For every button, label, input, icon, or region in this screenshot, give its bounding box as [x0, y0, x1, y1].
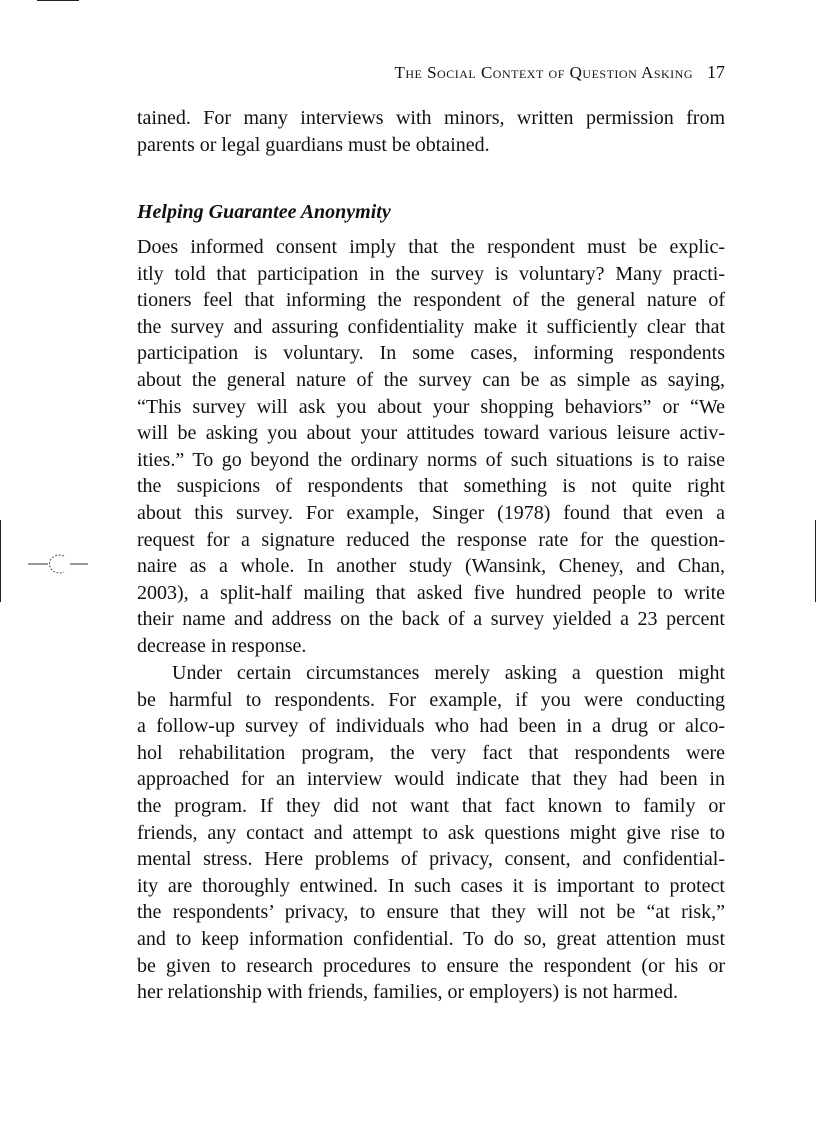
text-line: Does informed consent imply that the respondent must be explic-: [137, 236, 725, 258]
text-line: their name and address on the back of a survey yielded a 23 percent: [137, 608, 725, 631]
text-line: be harmful to respondents. For example, if you were conducting: [137, 688, 725, 711]
body-paragraph-2: [137, 660, 725, 1006]
text-line: tioners feel that informing the respondent of the general nature of: [137, 289, 725, 312]
crop-mark-left: [0, 520, 1, 602]
text-line: the program. If they did not want that fact known to family or: [137, 794, 725, 817]
text-line: itly told that participation in the survey is voluntary? Many practi-: [137, 262, 725, 285]
text-line: will be asking you about your attitudes toward various leisure activ-: [137, 422, 725, 445]
page-number: 17: [707, 62, 725, 82]
text-line: her relationship with friends, families, or employers) is not harmed.: [137, 981, 678, 1004]
running-head: [137, 60, 725, 85]
text-line: about this survey. For example, Singer (1978) found that even a: [137, 501, 725, 524]
text-line: the respondents’ privacy, to ensure that they will not be “at risk,”: [137, 901, 725, 924]
text-line: 2003), a split-half mailing that asked five hundred people to write: [137, 581, 725, 604]
text-line: ity are thoroughly entwined. In such cases it is important to protect: [137, 874, 725, 897]
crop-mark-top: [37, 0, 79, 1]
text-line: and to keep information confidential. To do so, great attention must: [137, 927, 725, 950]
text-line: “This survey will ask you about your shopping behaviors” or “We: [137, 395, 725, 418]
running-head-title: The Social Context of Question Asking: [394, 63, 693, 82]
text-line: tained. For many interviews with minors, written permission from: [137, 107, 725, 129]
text-line: hol rehabilitation program, the very fact that respondents were: [137, 741, 725, 764]
text-line: request for a signature reduced the response rate for the question-: [137, 528, 725, 551]
intro-paragraph: [137, 105, 725, 158]
registration-mark-icon: [26, 551, 90, 577]
text-line: parents or legal guardians must be obtained.: [137, 133, 490, 156]
text-line: be given to research procedures to ensure the respondent (or his or: [137, 954, 725, 977]
text-line: the suspicions of respondents that something is not quite right: [137, 475, 725, 498]
body-paragraph-1: [137, 234, 725, 660]
text-line: Under certain circumstances merely asking a question might: [172, 662, 725, 684]
text-line: participation is voluntary. In some cases, informing respondents: [137, 342, 725, 365]
text-line: a follow-up survey of individuals who had been in a drug or alco-: [137, 715, 725, 738]
text-line: friends, any contact and attempt to ask questions might give rise to: [137, 821, 725, 844]
text-line: ities.” To go beyond the ordinary norms of such situations is to raise: [137, 448, 725, 471]
text-line: decrease in response.: [137, 634, 307, 657]
text-line: naire as a whole. In another study (Wansink, Cheney, and Chan,: [137, 555, 725, 578]
text-line: the survey and assuring confidentiality make it sufficiently clear that: [137, 315, 725, 338]
text-line: approached for an interview would indicate that they had been in: [137, 768, 725, 791]
text-line: about the general nature of the survey can be as simple as saying,: [137, 368, 725, 391]
text-line: mental stress. Here problems of privacy, consent, and confidential-: [137, 848, 725, 871]
section-heading: Helping Guarantee Anonymity: [137, 201, 391, 223]
